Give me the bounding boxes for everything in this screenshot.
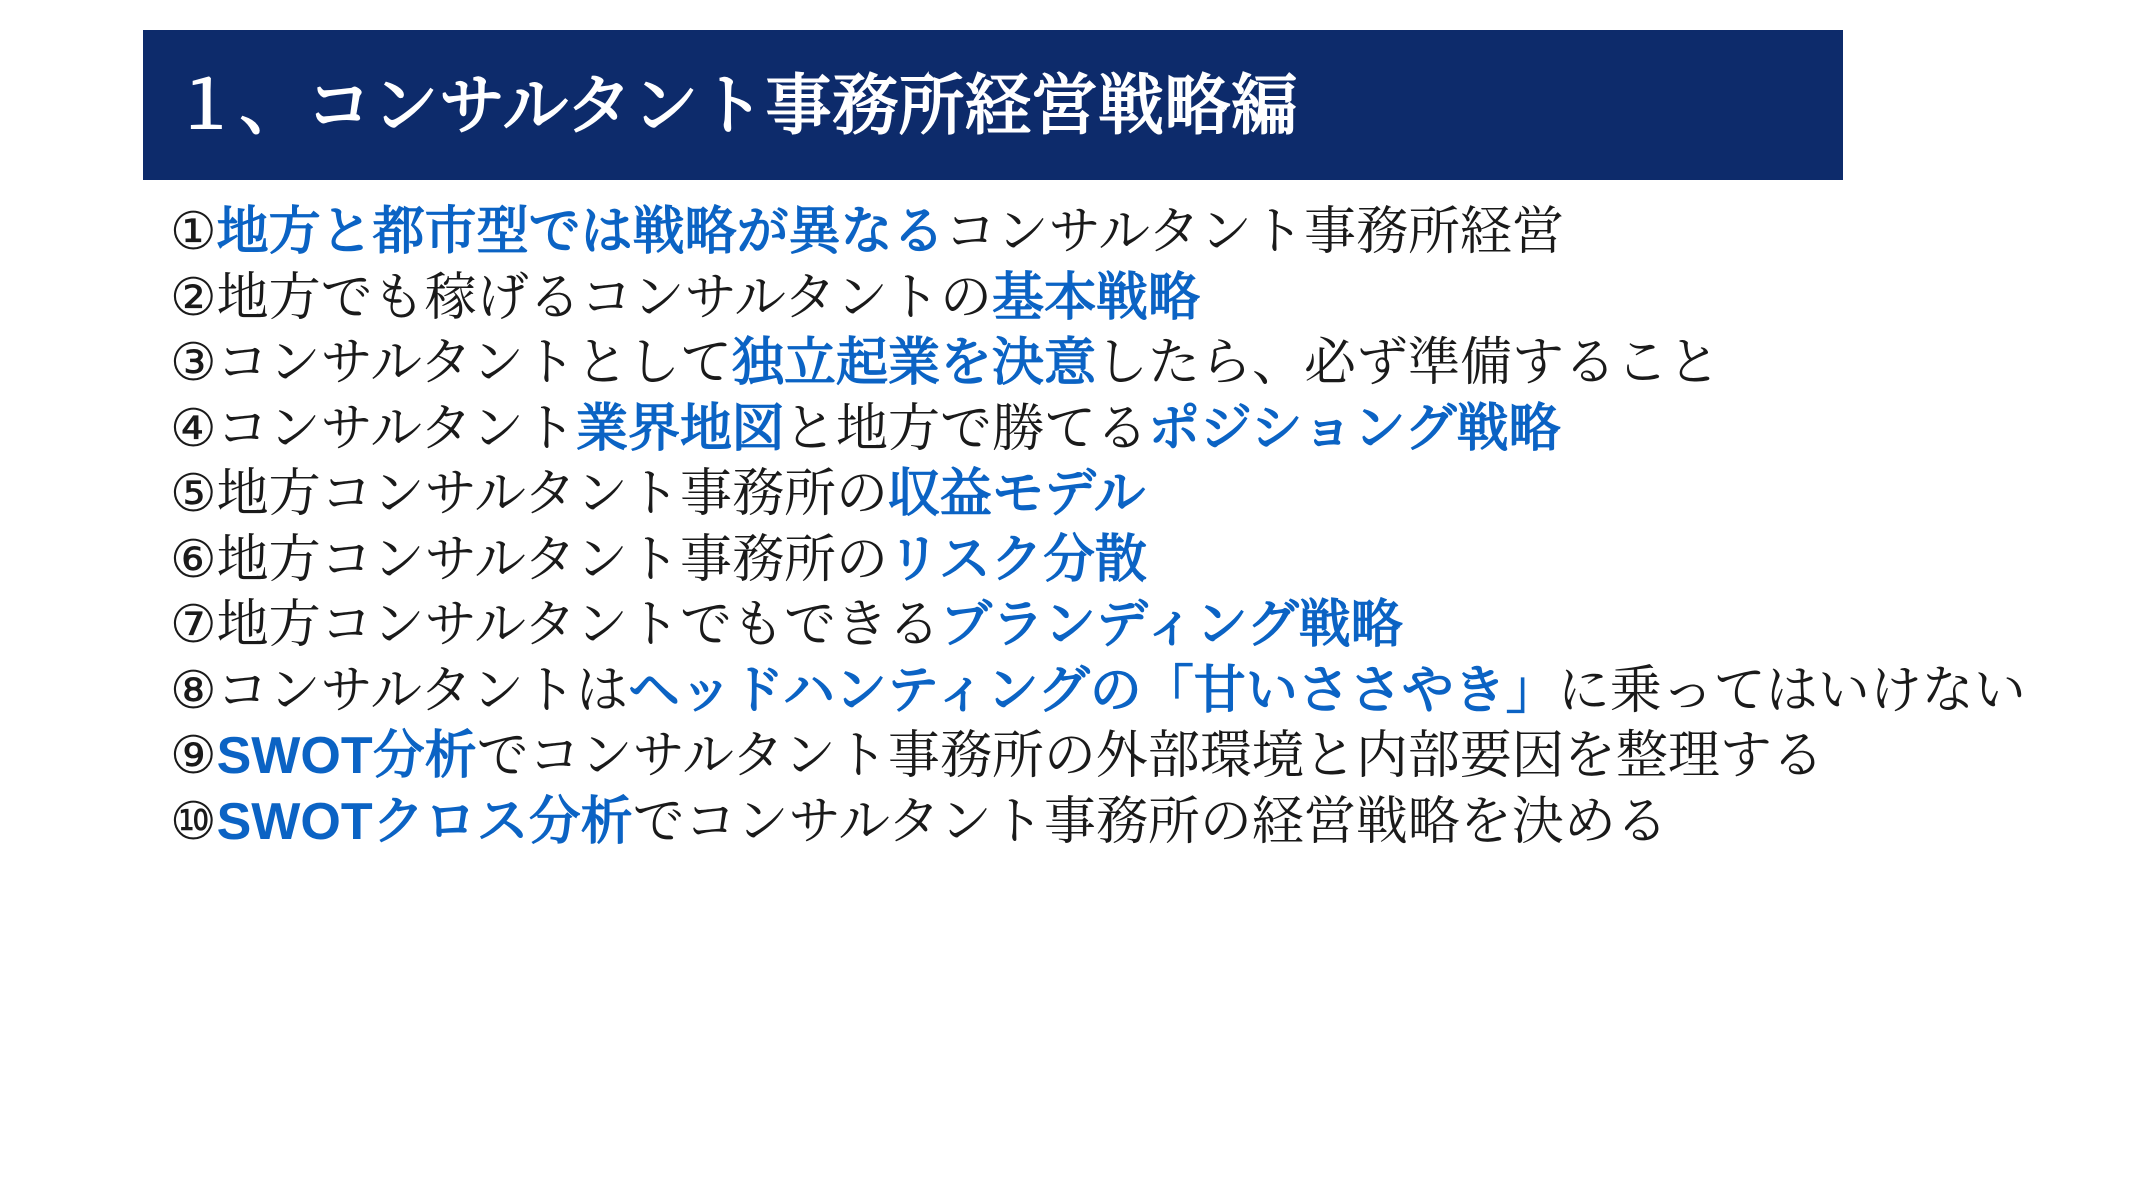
list-item-text: コンサルタントとして: [216, 334, 732, 393]
list-item-highlight-text: リスク分散: [887, 530, 1147, 589]
list-item: [170, 462, 2070, 528]
list-item-marker: ①: [170, 203, 217, 261]
list-item-text: 地方でも稼げるコンサルタントの: [216, 268, 992, 327]
list-item-text: コンサルタント事務所経営: [944, 203, 1564, 261]
list-item-marker: ⑥: [170, 530, 217, 589]
list-item-marker: ⑦: [170, 596, 217, 655]
list-item-highlight-text: 基本戦略: [991, 268, 1200, 327]
list-item-highlight-text: ブランディング戦略: [939, 596, 1403, 655]
list-item: [170, 593, 2070, 659]
list-item-marker: ⑤: [170, 465, 217, 524]
list-item-text: 地方コンサルタント事務所の: [216, 530, 888, 589]
list-item-highlight-text: SWOTクロス分析: [216, 792, 633, 851]
list-item-marker: ⑩: [170, 792, 217, 851]
list-item-highlight-text: 地方と都市型では戦略が異なる: [216, 203, 945, 261]
list-item-marker: ⑧: [170, 661, 217, 720]
list-item: [170, 397, 2070, 463]
page-title: １、コンサルタント事務所経営戦略編: [173, 68, 1298, 142]
list-item-highlight-text: SWOT分析: [216, 727, 477, 786]
list-item-text: に乗ってはいけない: [1557, 661, 2026, 720]
list-item-text: したら、必ず準備すること: [1095, 334, 1720, 393]
list-item: [170, 790, 2070, 856]
list-item-text: と地方で勝てる: [783, 399, 1148, 458]
list-item: [170, 200, 2070, 266]
list-item-text: 地方コンサルタント事務所の: [216, 465, 888, 524]
slide-title-bar: [143, 30, 1843, 180]
agenda-list: [170, 200, 2070, 855]
list-item-highlight-text: ポジショング戦略: [1147, 399, 1561, 458]
list-item-marker: ⑨: [170, 727, 217, 786]
list-item: [170, 659, 2070, 725]
list-item-highlight-text: ヘッドハンティングの「甘いささやき」: [627, 661, 1558, 720]
list-item-marker: ④: [170, 399, 217, 458]
list-item: [170, 331, 2070, 397]
list-item: [170, 266, 2070, 332]
list-item-marker: ③: [170, 334, 217, 393]
list-item-highlight-text: 収益モデル: [887, 465, 1146, 524]
list-item-text: 地方コンサルタントでもできる: [216, 596, 940, 655]
list-item-marker: ②: [170, 268, 217, 327]
list-item-text: コンサルタントは: [216, 661, 628, 720]
list-item-highlight-text: 業界地図: [575, 399, 784, 458]
list-item-text: コンサルタント: [216, 399, 576, 458]
list-item-text: でコンサルタント事務所の経営戦略を決める: [632, 792, 1668, 851]
list-item-text: でコンサルタント事務所の外部環境と内部要因を整理する: [476, 727, 1824, 786]
list-item: [170, 528, 2070, 594]
list-item: [170, 724, 2070, 790]
list-item-highlight-text: 独立起業を決意: [731, 334, 1096, 393]
